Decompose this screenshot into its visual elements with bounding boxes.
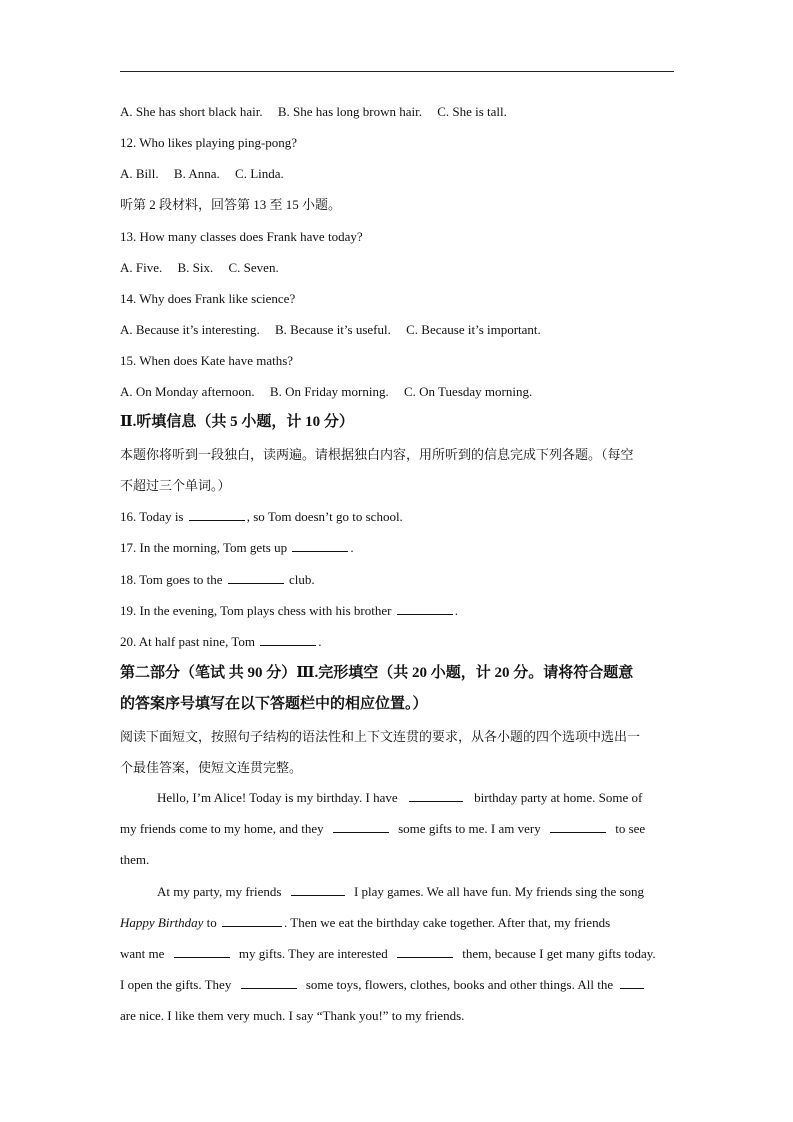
q14-question: 14. Why does Frank like science? [120,291,296,306]
q15-question: 15. When does Kate have maths? [120,353,294,368]
passage-text: Hello, I’m Alice! Today is my birthday. I have [157,790,398,805]
passage-text: . Then we eat the birthday cake together. After that, my friends [284,915,611,930]
q13-option-b: B. Six. [177,260,214,275]
q17-text-b: . [350,540,354,555]
q20-blank[interactable] [260,633,316,646]
q19-text-b: . [454,603,458,618]
q19 [120,602,458,620]
header-rule [120,71,674,72]
passage-text: some gifts to me. I am very [398,821,541,836]
passage-text: I play games. We all have fun. My friends sing the song [353,884,645,899]
part3-heading-1: 第二部分（笔试 共 90 分）Ⅲ.完形填空（共 20 小题，计 20 分。请将符合题意 [120,665,634,681]
passage-p2-line2 [120,914,610,932]
cloze-blank-8[interactable] [241,976,297,989]
passage-p2-line4 [120,976,648,994]
passage-p1-line2 [120,820,645,838]
passage-text: I open the gifts. They [120,977,232,992]
q16-text-b: , so Tom doesn’t go to school. [246,509,403,524]
q14-option-b: B. Because it’s useful. [274,322,391,337]
q11-options [120,103,519,121]
part3-instructions-2: 个最佳答案，使短文连贯完整。 [120,760,303,775]
passage-text: my gifts. They are interested [238,946,388,961]
part3-heading-2: 的答案序号填写在以下答题栏中的相应位置。） [120,696,428,712]
q12-option-a: A. Bill. [120,166,159,181]
passage-p2-line1 [157,883,644,901]
q13-options [120,259,291,277]
passage-text: want me [120,946,165,961]
passage-text: to [206,915,217,930]
q13-question: 13. How many classes does Frank have today? [120,229,363,244]
q20 [120,633,321,651]
q16-blank[interactable] [189,508,245,521]
q16 [120,508,403,526]
q15-option-b: B. On Friday morning. [269,384,389,399]
q15-options [120,383,544,401]
passage-text: them, because I get many gifts today. [462,946,656,961]
passage-text: my friends come to my home, and they [120,821,324,836]
part2-instructions-1: 本题你将听到一段独白，读两遍。请根据独白内容，用所听到的信息完成下列各题。（每空 [120,447,634,462]
passage-p1-line1 [157,789,642,807]
part3-instructions-1: 阅读下面短文，按照句子结构的语法性和上下文连贯的要求，从各小题的四个选项中选出一 [120,729,641,744]
passage-p2-line3 [120,945,656,963]
q17-blank[interactable] [292,539,348,552]
cloze-blank-9[interactable] [620,976,644,989]
passage-text: to see [615,821,646,836]
q12-options [120,165,296,183]
q12-option-b: B. Anna. [173,166,220,181]
song-title: Happy Birthday [120,915,204,930]
q20-text-b: . [318,634,322,649]
cloze-blank-5[interactable] [222,914,282,927]
q18-text-b: club. [288,572,315,587]
cloze-blank-7[interactable] [397,945,453,958]
q19-text-a: 19. In the evening, Tom plays chess with his brother [120,603,392,618]
cloze-blank-4[interactable] [291,883,345,896]
q15-option-c: C. On Tuesday morning. [403,384,533,399]
passage-text: some toys, flowers, clothes, books and other things. All the [305,977,614,992]
cloze-blank-1[interactable] [409,789,463,802]
q18 [120,571,315,589]
passage-text: birthday party at home. Some of [474,790,643,805]
section2-intro: 听第 2 段材料，回答第 13 至 15 小题。 [120,197,342,212]
q14-options [120,321,553,339]
q11-option-a: A. She has short black hair. [120,104,263,119]
part2-instructions-2: 不超过三个单词。） [120,478,231,493]
q11-option-c: C. She is tall. [437,104,507,119]
cloze-blank-6[interactable] [174,945,230,958]
q14-option-a: A. Because it’s interesting. [120,322,260,337]
q12-question: 12. Who likes playing ping-pong? [120,135,298,150]
q19-blank[interactable] [397,602,453,615]
q13-option-a: A. Five. [120,260,163,275]
q16-text-a: 16. Today is [120,509,184,524]
passage-p1-line3: them. [120,852,150,867]
cloze-blank-2[interactable] [333,820,389,833]
q18-text-a: 18. Tom goes to the [120,572,223,587]
passage-p2-line5: are nice. I like them very much. I say “Thank you!” to my friends. [120,1008,465,1023]
q17-text-a: 17. In the morning, Tom gets up [120,540,288,555]
q11-option-b: B. She has long brown hair. [277,104,422,119]
q20-text-a: 20. At half past nine, Tom [120,634,255,649]
q14-option-c: C. Because it’s important. [406,322,541,337]
q12-option-c: C. Linda. [235,166,284,181]
q17 [120,539,354,557]
passage-text: At my party, my friends [157,884,282,899]
q15-option-a: A. On Monday afternoon. [120,384,255,399]
q13-option-c: C. Seven. [228,260,279,275]
part2-heading: Ⅱ.听填信息（共 5 小题，计 10 分） [120,414,354,430]
q18-blank[interactable] [228,571,284,584]
cloze-blank-3[interactable] [550,820,606,833]
